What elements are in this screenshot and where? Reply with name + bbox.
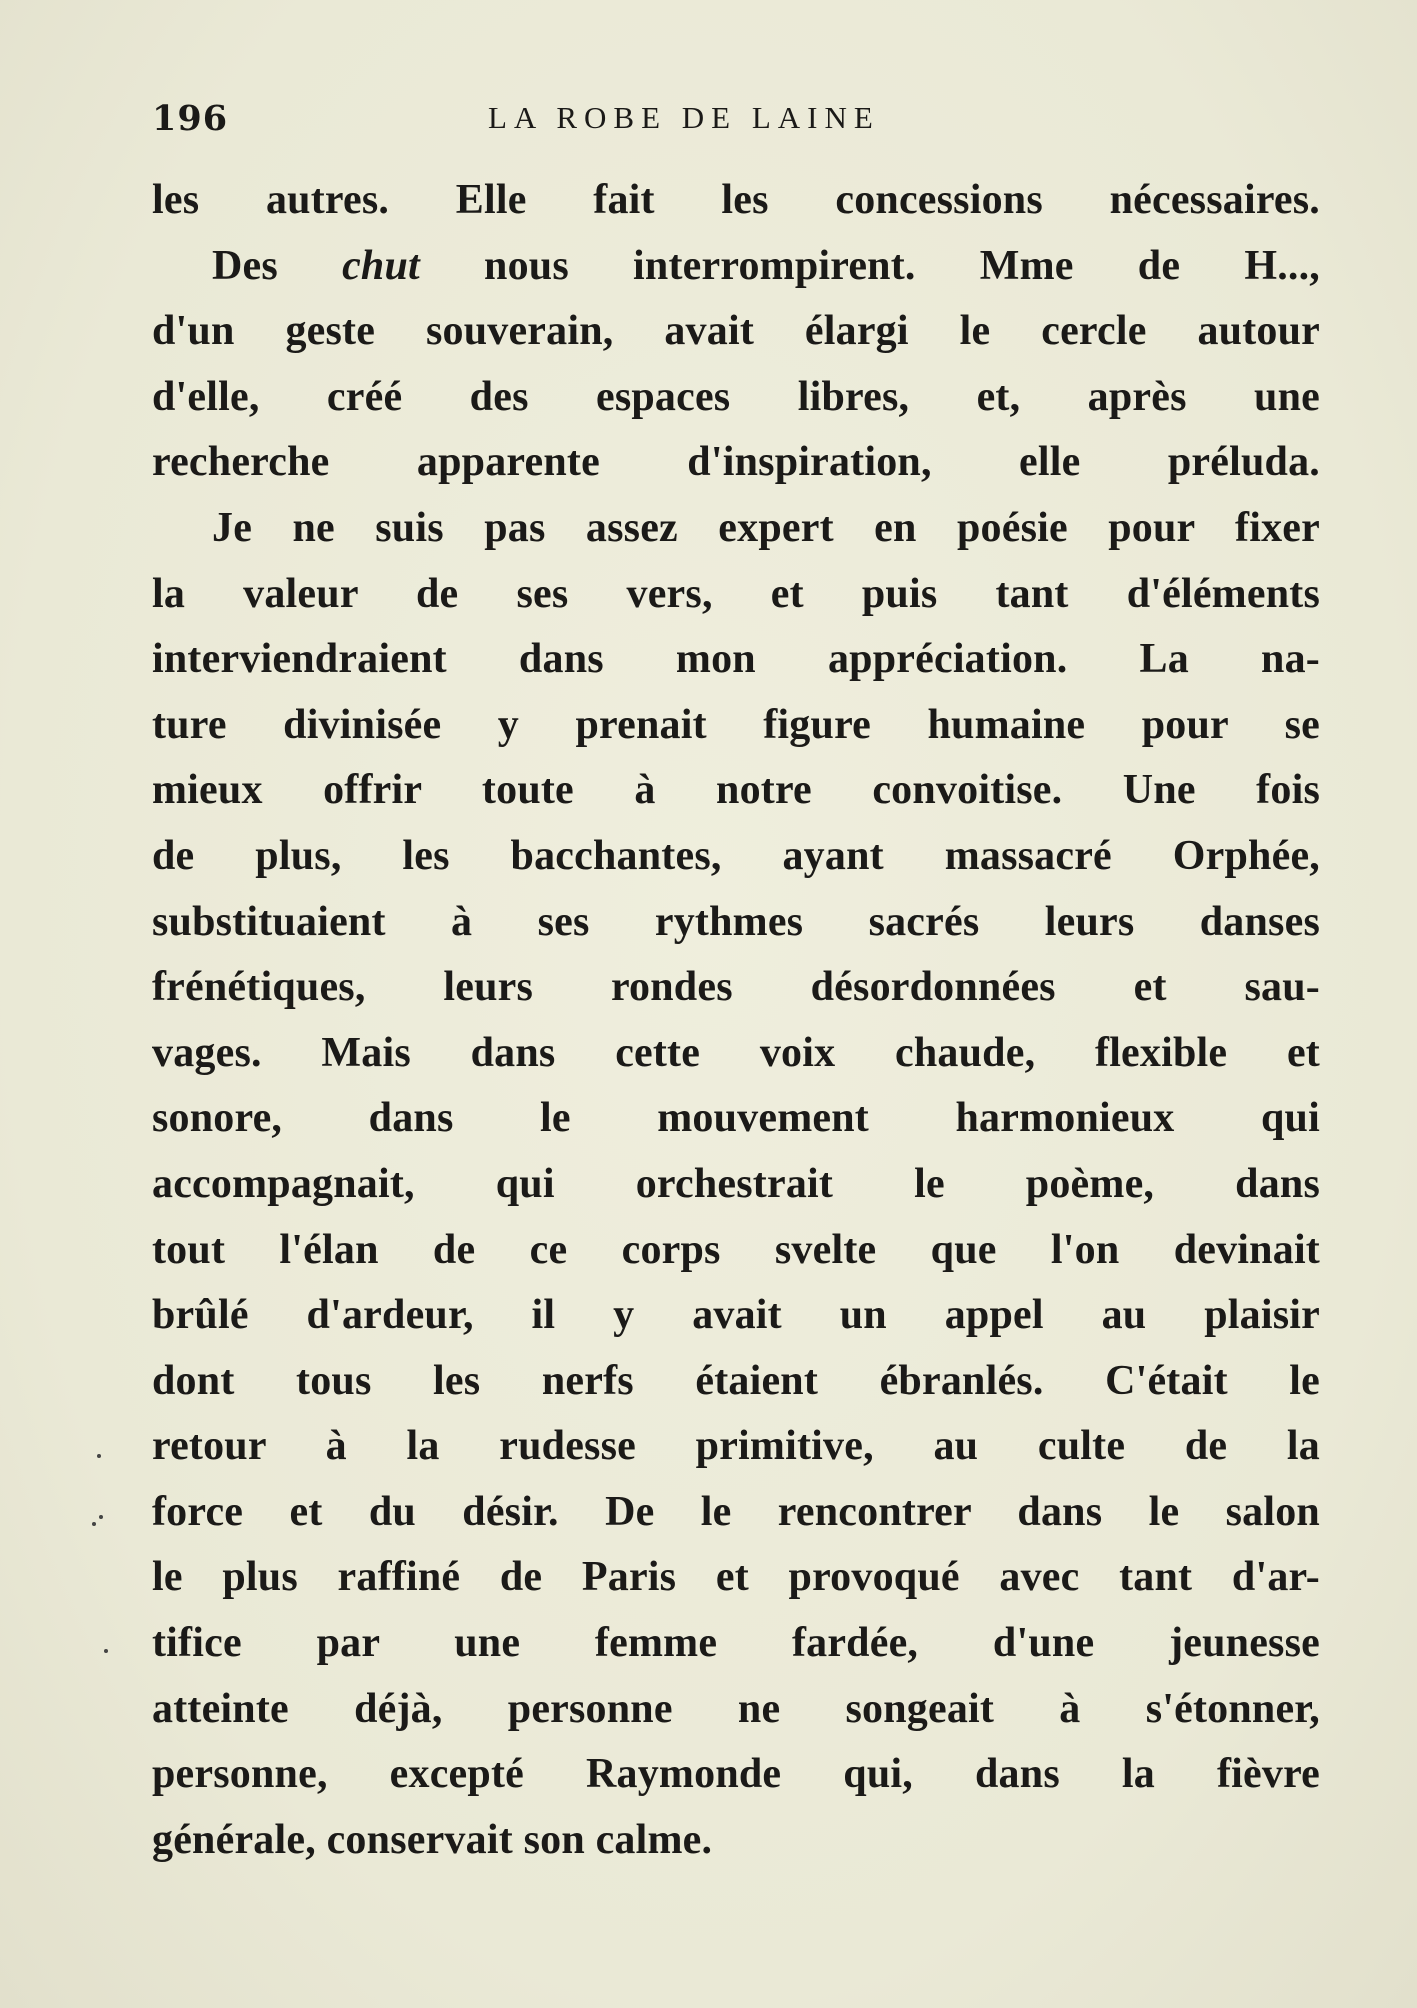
text-line: Je ne suis pas assez expert en poésie pour fixer xyxy=(212,504,1320,551)
text-line: sonore, dans le mouvement harmonieux qui xyxy=(152,1095,1320,1142)
text-line: d'elle, créé des espaces libres, et, après une xyxy=(152,373,1320,420)
text-line: tifice par une femme fardée, d'une jeunesse xyxy=(152,1620,1320,1667)
text-line: atteinte déjà, personne ne songeait à s'étonner, xyxy=(152,1685,1320,1732)
body-text xyxy=(152,168,1320,1873)
text-line: mieux offrir toute à notre convoitise. Une fois xyxy=(152,767,1320,814)
text-line: les autres. Elle fait les concessions nécessaires. xyxy=(152,177,1320,223)
text-line: ture divinisée y prenait figure humaine pour se xyxy=(152,701,1320,748)
text-line xyxy=(152,234,1320,300)
text-line: recherche apparente d'inspiration, elle préluda. xyxy=(152,439,1320,486)
text-line: frénétiques, leurs rondes désordonnées et sau- xyxy=(152,964,1320,1011)
margin-speck xyxy=(97,1454,101,1458)
emphasized-word: chut xyxy=(342,242,420,289)
margin-speck xyxy=(99,1515,103,1519)
text-line: brûlé d'ardeur, il y avait un appel au plaisir xyxy=(152,1292,1320,1339)
margin-speck xyxy=(92,1522,96,1526)
text-line: d'un geste souverain, avait élargi le cercle autour xyxy=(152,308,1320,355)
text-line: accompagnait, qui orchestrait le poème, dans xyxy=(152,1160,1320,1207)
text-line: retour à la rudesse primitive, au culte de la xyxy=(152,1423,1320,1470)
text-line: le plus raffiné de Paris et provoqué avec tant d'ar- xyxy=(152,1554,1320,1601)
page-number: 196 xyxy=(152,98,229,139)
text-line: générale, conservait son calme. xyxy=(152,1816,713,1863)
text-line-part: nous interrompirent. Mme de H..., xyxy=(419,242,1320,289)
text-line: substituaient à ses rythmes sacrés leurs danses xyxy=(152,898,1320,945)
text-line-part: Des xyxy=(212,242,343,289)
text-line: la valeur de ses vers, et puis tant d'éléments xyxy=(152,570,1320,617)
margin-speck xyxy=(104,1649,108,1653)
text-line: personne, excepté Raymonde qui, dans la fièvre xyxy=(152,1751,1320,1798)
text-line: vages. Mais dans cette voix chaude, flexible et xyxy=(152,1029,1320,1076)
text-line: tout l'élan de ce corps svelte que l'on devinait xyxy=(152,1226,1320,1273)
text-line: dont tous les nerfs étaient ébranlés. C'était le xyxy=(152,1357,1320,1404)
text-line: de plus, les bacchantes, ayant massacré Orphée, xyxy=(152,832,1320,879)
running-head xyxy=(152,98,1312,144)
running-title: LA ROBE DE LAINE xyxy=(488,100,880,135)
text-line: force et du désir. De le rencontrer dans le salon xyxy=(152,1488,1320,1535)
text-line: interviendraient dans mon appréciation. La na- xyxy=(152,636,1320,683)
